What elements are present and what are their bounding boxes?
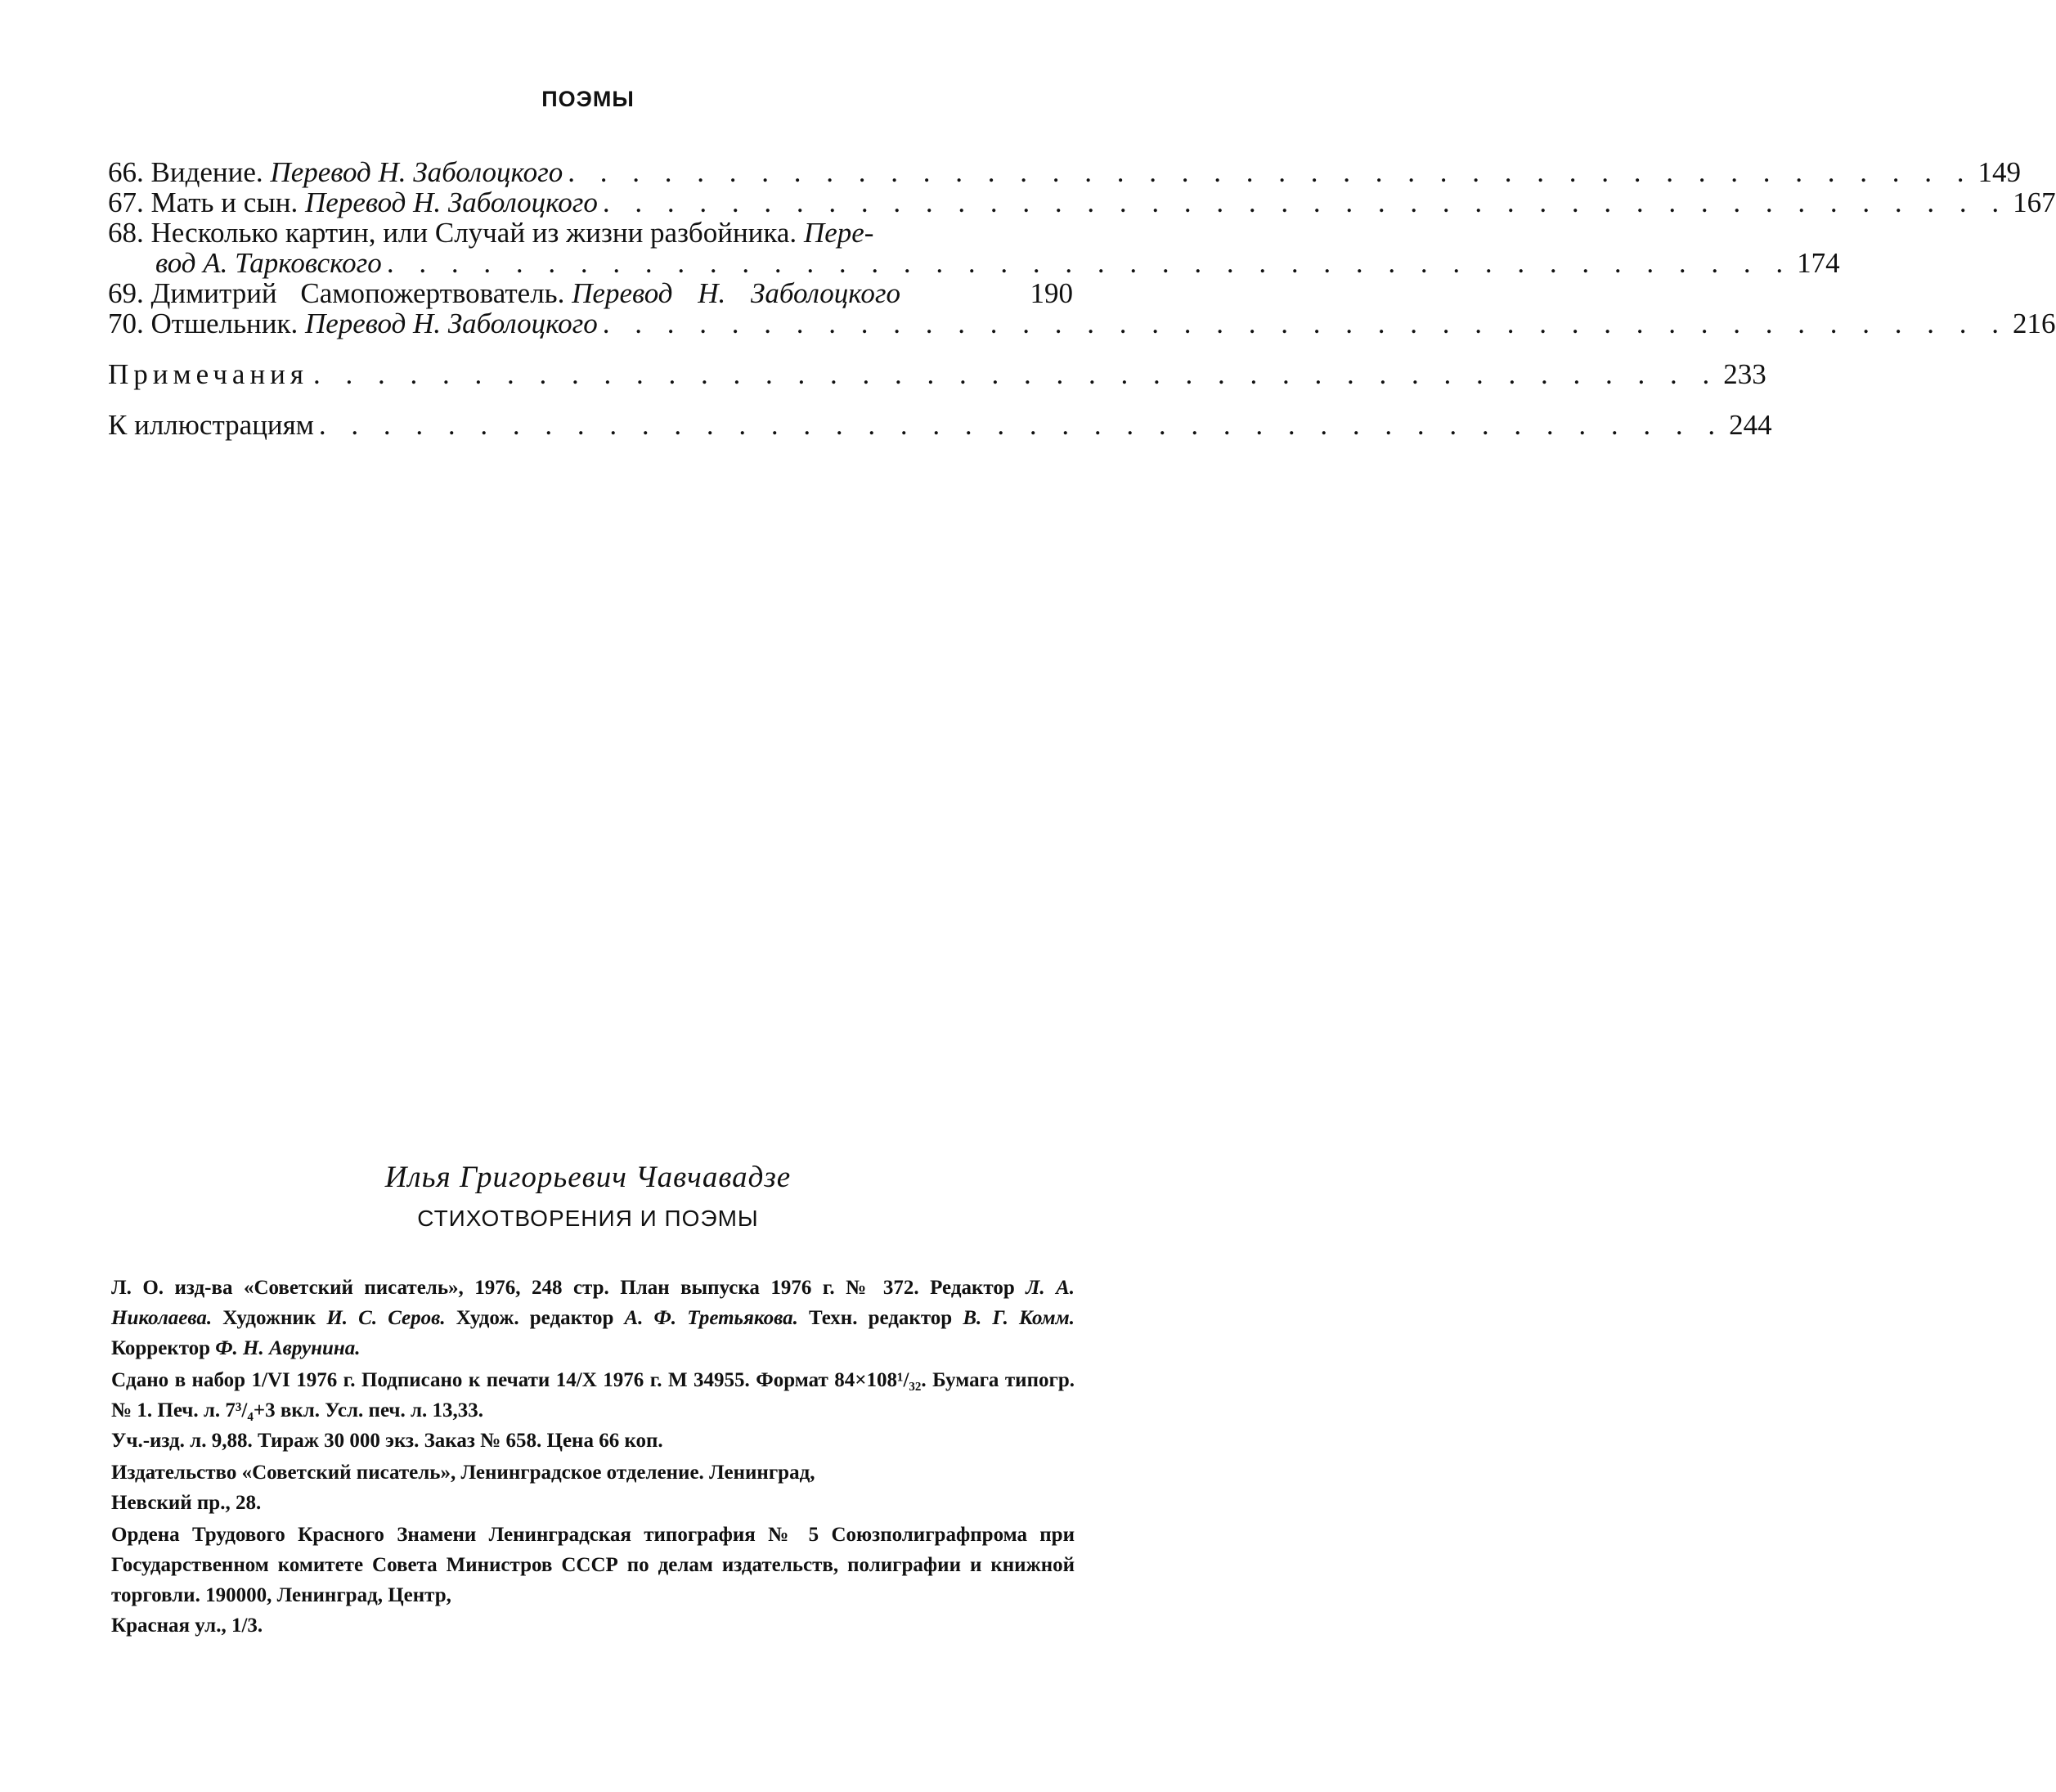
toc-page-number: 174: [1797, 247, 1840, 279]
toc-page-number: 233: [1723, 358, 1766, 390]
colophon: [111, 1273, 1075, 1641]
editor-name: Л. А. Николаева.: [111, 1277, 1075, 1329]
toc-page-number: 190: [1030, 277, 1073, 309]
toc-title: Видение.: [150, 156, 263, 188]
toc-entry-66[interactable]: [108, 156, 2021, 188]
toc-translator: Перевод Н. Заболоцкого: [304, 308, 598, 339]
toc-entry-illustrations[interactable]: [108, 409, 1772, 441]
colophon-text: Техн. редактор: [808, 1307, 953, 1329]
toc-translator: Перевод Н. Заболоцкого: [305, 186, 598, 218]
colophon-text: Уч.-изд. л. 9,88. Тираж 30 000 экз. Заказ № 658. Цена 66 коп.: [111, 1430, 663, 1452]
section-title: ПОЭМЫ: [541, 87, 635, 111]
notes-label: Примечания: [108, 358, 309, 390]
toc-number: 67.: [108, 186, 144, 218]
toc-entry-69[interactable]: [108, 278, 1073, 308]
toc-translator-part1: Пере-: [803, 217, 874, 249]
toc-entry-70[interactable]: [108, 308, 2056, 339]
dot-leader: . . . . . . . . . . . . . . . . . . . . . . . . . . . . . . . . . . . . . . . . . . . .: [602, 308, 2009, 339]
colophon-text: Сдано в набор 1/VI 1976 г. Подписано к печати 14/X 1976 г. М 34955. Формат 84×108¹/₃₂. Бумага типогр. № 1. Печ. л. 7³/₄+3 вкл. Усл. печ. л. 13,33.: [111, 1369, 1075, 1421]
colophon-text: Ордена Трудового Красного Знамени Ленинградская типография № 5 Союзполиграфпрома при Государственном комитете Совета Министров СССР по делам издательств, полиграфии и книжной торговли. 190000, Ленинград, Центр,: [111, 1524, 1075, 1606]
toc-number: 69.: [108, 277, 144, 309]
art-editor-name: А. Ф. Третьякова.: [624, 1307, 798, 1329]
toc-number: 66.: [108, 156, 144, 188]
toc-title: Димитрий Самопожертвователь.: [150, 277, 565, 309]
corrector-name: Ф. Н. Аврунина.: [215, 1337, 361, 1359]
toc-entry-68-continued[interactable]: [108, 247, 1840, 279]
colophon-printer: [111, 1520, 1075, 1641]
tech-editor-name: В. Г. Комм.: [963, 1307, 1075, 1329]
toc-translator-part2: вод А. Тарковского: [155, 247, 382, 279]
colophon-publication-info: [111, 1273, 1075, 1363]
colophon-text: Художник: [222, 1307, 316, 1329]
toc-title: Несколько картин, или Случай из жизни разбойника.: [150, 217, 797, 249]
toc-title: Отшельник.: [150, 308, 299, 339]
toc-entry-68[interactable]: [108, 218, 1073, 248]
dot-leader: . . . . . . . . . . . . . . . . . . . . . . . . . . . . . . . . . . . . . . . . . . . .: [568, 156, 1973, 188]
artist-name: И. С. Серов.: [326, 1307, 446, 1329]
book-title: СТИХОТВОРЕНИЯ И ПОЭМЫ: [417, 1206, 759, 1231]
table-of-contents: [108, 156, 2056, 441]
colophon-publisher: [111, 1457, 1075, 1518]
illustrations-label: К иллюстрациям: [108, 409, 314, 441]
toc-page-number: 167: [2013, 186, 2056, 218]
toc-page-number: 216: [2013, 308, 2056, 339]
colophon-text: Невский пр., 28.: [111, 1492, 262, 1514]
dot-leader: . . . . . . . . . . . . . . . . . . . . . . . . . . . . . . . . . . . . . . . . . . . .: [602, 186, 2009, 218]
toc-page-number: 149: [1977, 156, 2021, 188]
dot-leader: . . . . . . . . . . . . . . . . . . . . . . . . . . . . . . . . . . . . . . . . . . . .: [313, 358, 1719, 390]
toc-entry-notes[interactable]: [108, 358, 1766, 390]
colophon-text: Л. О. изд-ва «Советский писатель», 1976, 248 стр. План выпуска 1976 г. № 372. Редактор: [111, 1277, 1015, 1299]
colophon-text: Красная ул., 1/3.: [111, 1615, 263, 1637]
author-name: Илья Григорьевич Чавчавадзе: [384, 1161, 792, 1194]
dot-leader: . . . . . . . . . . . . . . . . . . . . . . . . . . . . . . . . . . . . . . . . . . . .: [318, 409, 1725, 441]
toc-title: Мать и сын.: [150, 186, 299, 218]
colophon-print-info: [111, 1365, 1075, 1456]
dot-leader: . . . . . . . . . . . . . . . . . . . . . . . . . . . . . . . . . . . . . . . . . . . .: [386, 247, 1793, 279]
colophon-text: Корректор: [111, 1337, 211, 1359]
toc-number: 70.: [108, 308, 144, 339]
toc-translator: Перевод Н. Заболоцкого: [270, 156, 563, 188]
toc-number: 68.: [108, 217, 144, 249]
colophon-text: Издательство «Советский писатель», Ленинградское отделение. Ленинград,: [111, 1462, 815, 1484]
toc-translator: Перевод Н. Заболоцкого: [572, 277, 900, 309]
toc-entry-67[interactable]: [108, 186, 2056, 218]
colophon-text: Худож. редактор: [456, 1307, 614, 1329]
toc-page-number: 244: [1729, 409, 1772, 441]
